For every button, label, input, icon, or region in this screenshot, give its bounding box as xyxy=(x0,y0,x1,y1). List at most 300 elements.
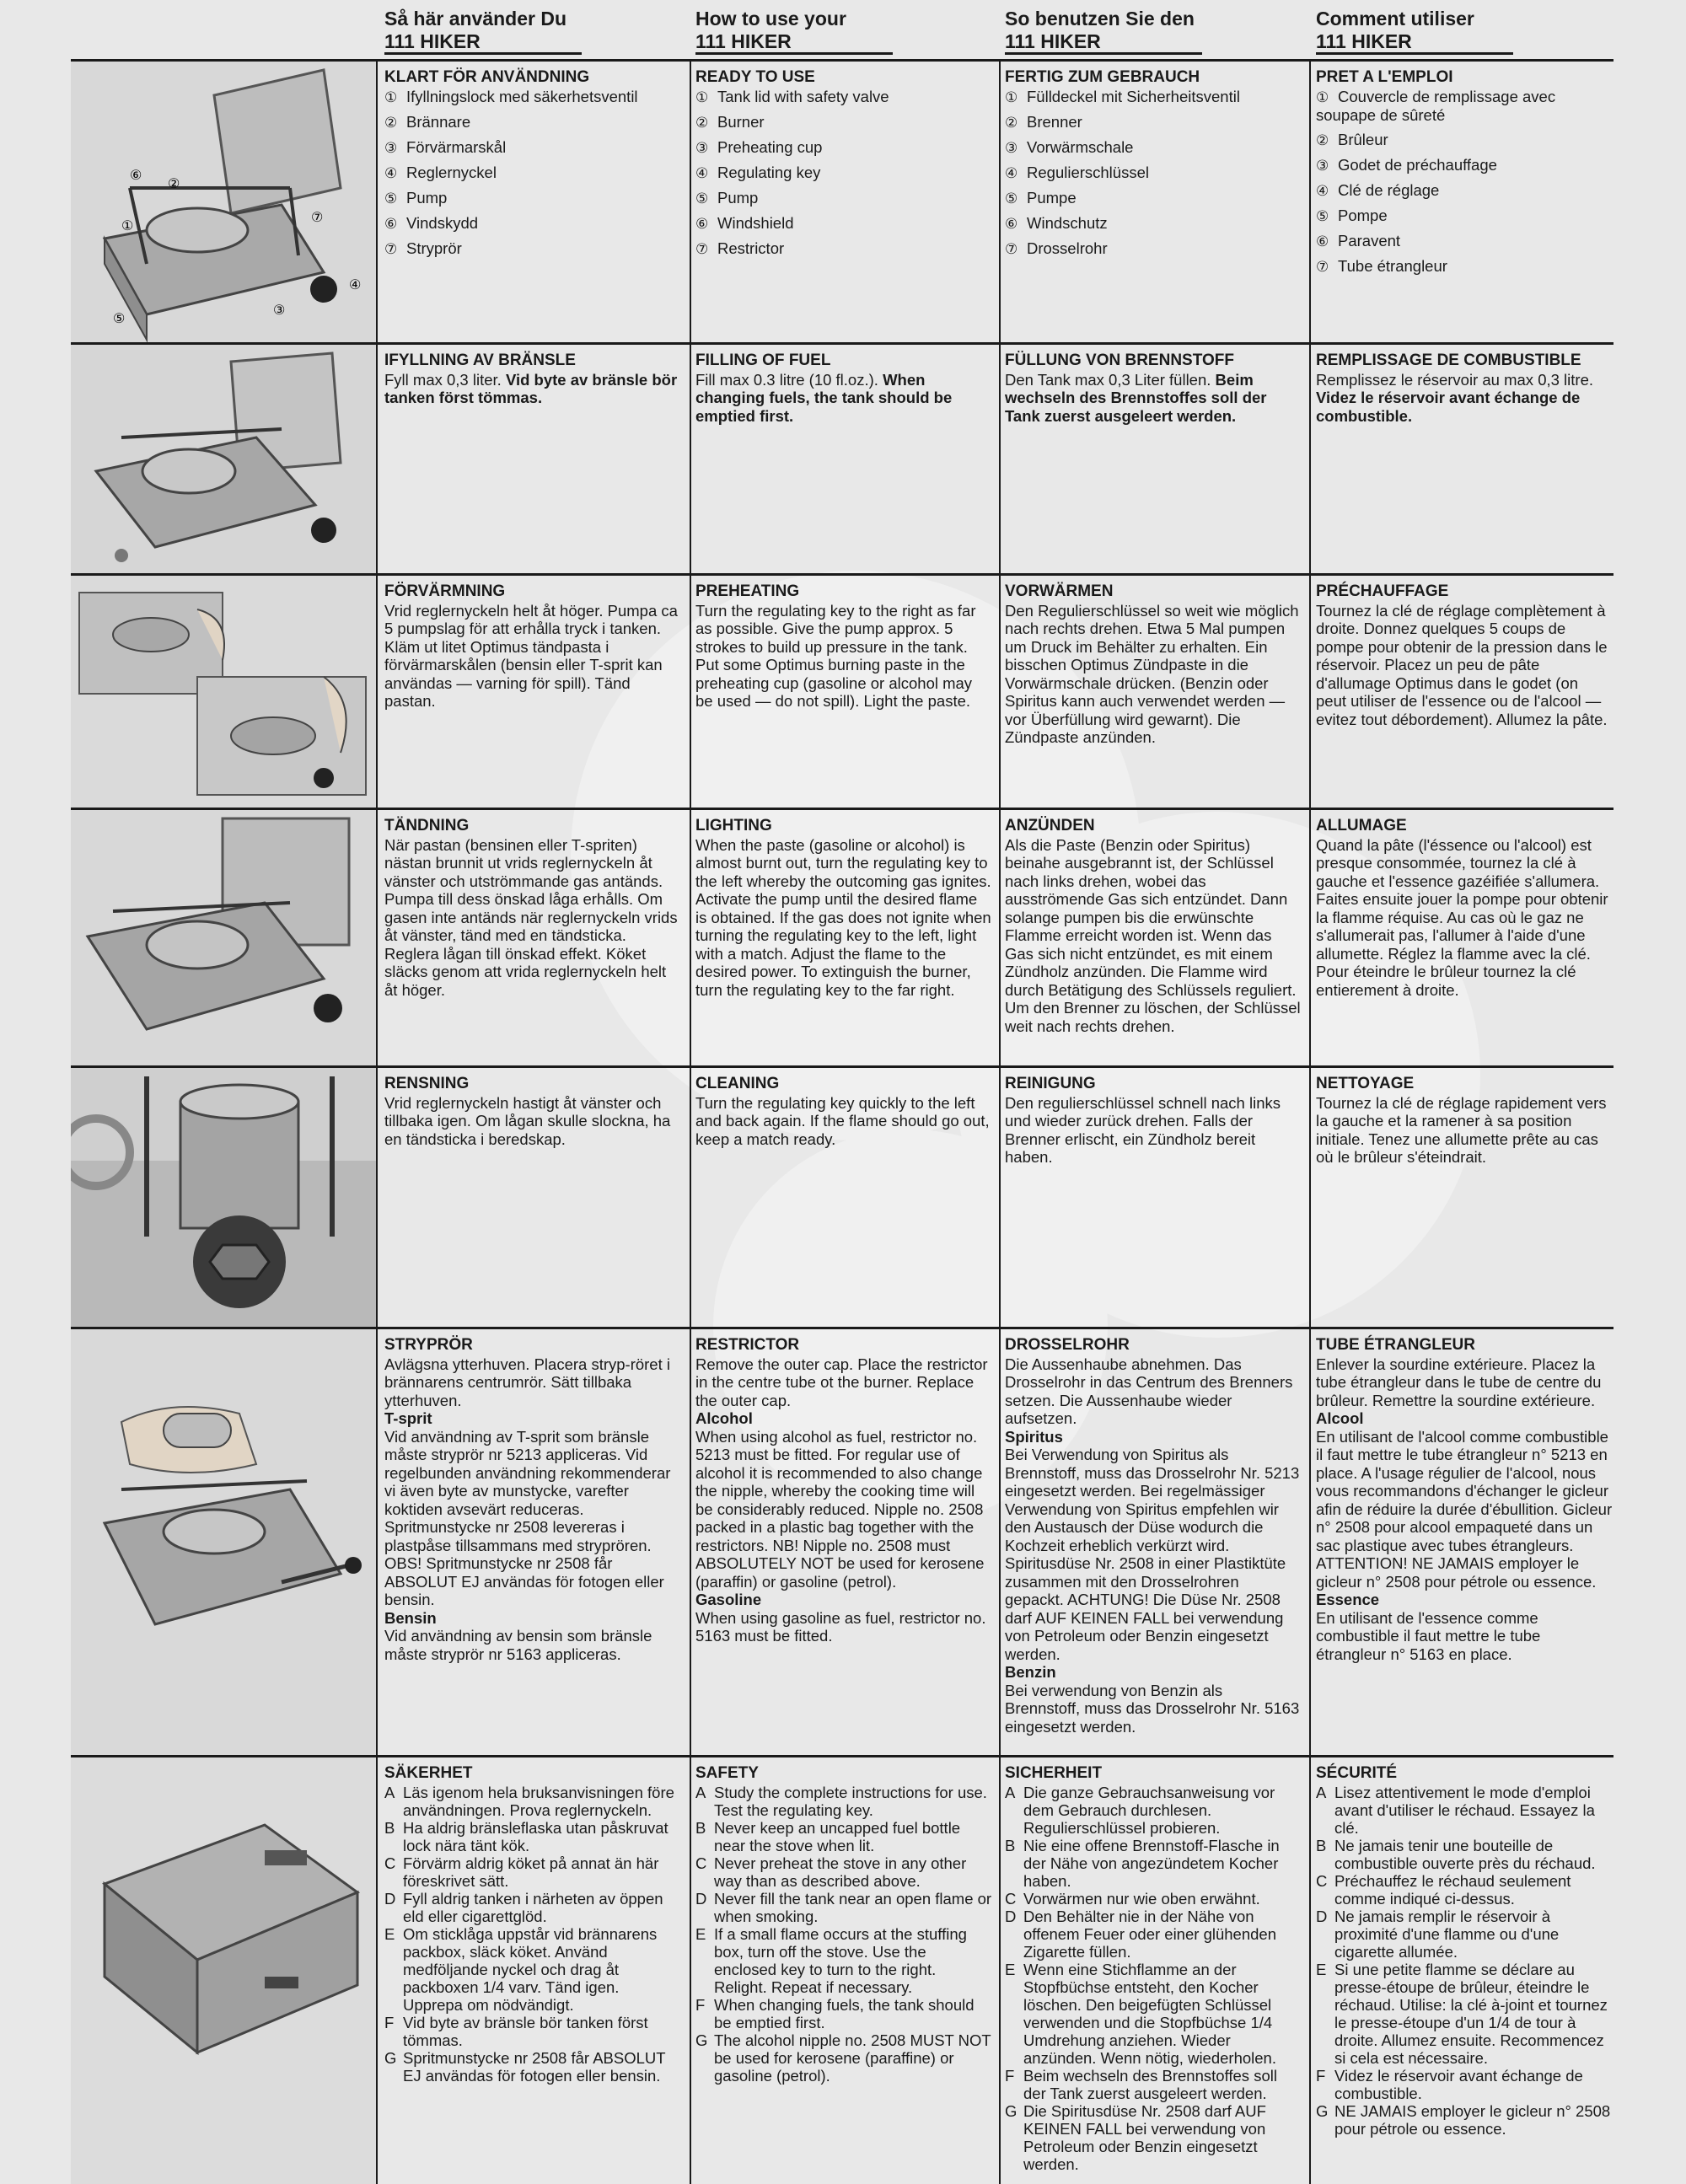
header-intro: Comment utiliser xyxy=(1316,8,1474,30)
list-item xyxy=(384,88,681,106)
list-item xyxy=(695,88,992,106)
marker-5: ⑤ xyxy=(113,312,126,326)
section-lighting xyxy=(71,808,1614,1068)
item-label: Burner xyxy=(717,112,765,131)
section-text: Quand la pâte (l'éssence ou l'alcool) est presque consommée, tournez la clé à gauche et l'essence gazéifiée s'allumera. Faites ensuite jouer la pompe pour obtenir la flamme réquise. Au cas où le gaz ne s'allumerait pas, l'allumer à l'aide d'une allumette. Réglez la flamme avec la clé. Pour éteindre le brûleur tournez la clé entierement à droite. xyxy=(1316,835,1608,999)
item-marker: ② xyxy=(1316,131,1329,148)
subheading: Benzin xyxy=(1005,1663,1056,1681)
closed-stove-illustration xyxy=(71,1757,376,2184)
item-label: Ifyllningslock med säkerhetsventil xyxy=(406,87,638,105)
list-item xyxy=(695,164,992,182)
section-title: SAFETY xyxy=(695,1764,759,1782)
item-letter: B xyxy=(1316,1836,1327,1854)
section-restrictor xyxy=(71,1327,1614,1757)
item-label: Regulating key xyxy=(717,163,821,181)
list-item xyxy=(1005,88,1302,106)
item-marker: ③ xyxy=(384,139,398,156)
list-item xyxy=(1316,1908,1613,1961)
section-intro: Avlägsna ytterhuven. Placera stryp-röret i brännarens centrumrör. Sätt tillbaka ytterhuven. xyxy=(384,1355,670,1409)
item-text: Lisez attentivement le mode d'emploi avant d'utiliser le réchaud. Essayez la clé. xyxy=(1334,1783,1595,1837)
list-item xyxy=(695,1784,992,1819)
item-marker: ① xyxy=(384,89,398,105)
section-title: VORWÄRMEN xyxy=(1005,582,1114,600)
item-label: Pompe xyxy=(1338,206,1388,224)
restrictor-english xyxy=(695,1336,992,1645)
list-item xyxy=(1316,181,1613,200)
cleaning-illustration xyxy=(71,1068,376,1329)
marker-4: ④ xyxy=(349,278,362,292)
list-item xyxy=(1005,1837,1302,1890)
section-title: READY TO USE xyxy=(695,68,815,86)
section-text xyxy=(695,371,992,426)
section-title: PRÉCHAUFFAGE xyxy=(1316,582,1449,600)
preheating-image xyxy=(71,576,376,810)
list-item xyxy=(384,214,681,233)
item-letter: C xyxy=(1005,1889,1017,1908)
item-text: The alcohol nipple no. 2508 MUST NOT be used for kerosene (paraffine) or gasoline (petrol). xyxy=(714,2031,991,2085)
item-letter: A xyxy=(695,1783,706,1801)
safety-list xyxy=(1316,1784,1613,2138)
list-item xyxy=(1316,257,1613,276)
item-marker: ⑥ xyxy=(384,215,398,232)
lighting-image xyxy=(71,810,376,1068)
section-text: Vid användning av bensin som bränsle måste stryprör nr 5163 appliceras. xyxy=(384,1627,652,1663)
parts-list xyxy=(1005,88,1302,258)
item-label: Fülldeckel mit Sicherheitsventil xyxy=(1027,87,1240,105)
list-item xyxy=(1005,2102,1302,2173)
section-title: FERTIG ZUM GEBRAUCH xyxy=(1005,68,1200,86)
item-marker: ② xyxy=(384,114,398,131)
section-text: En utilisant de l'alcool comme combustible il faut mettre le tube étrangleur n° 5213 en place. A l'usage régulier de l'alcool, nous vous recommandons d'échanger le gicleur afin de réduire la durée d'ébullition. Gicleur n° 2508 pour alcool empaqueté dans un sac plastique avec tubes étrangleurs. ATTENTION! NE JAMAIS employer le gicleur n° 2508 pour pétrole ou essence. xyxy=(1316,1427,1613,1591)
section-title: SÄKERHET xyxy=(384,1764,473,1782)
item-label: Tube étrangleur xyxy=(1338,256,1447,275)
header-row xyxy=(71,0,1614,62)
item-letter: E xyxy=(695,1924,706,1943)
item-label: Paravent xyxy=(1338,231,1401,250)
header-model: 111 HIKER xyxy=(384,30,582,55)
item-marker: ① xyxy=(1005,89,1018,105)
safety-swedish xyxy=(384,1764,681,2085)
ready-french xyxy=(1316,68,1613,282)
list-item xyxy=(1005,189,1302,207)
item-marker: ⑥ xyxy=(1316,233,1329,250)
marker-2: ② xyxy=(168,177,180,191)
section-text: Vrid reglernyckeln hastigt åt vänster och tillbaka igen. Om lågan skulle slockna, ha en tändsticka i beredskap. xyxy=(384,1093,671,1148)
section-text: Vid användning av T-sprit som bränsle måste stryprör nr 5213 appliceras. Vid regelbunden användning rekommenderar vi även byte av munstycke, varefter koktiden avsevärt reduceras. Spritmunstycke nr 2508 levereras i plastpåse tillsammans med stryprören. OBS! Spritmunstycke nr 2508 får ABSOLUT EJ användas för fotogen eller bensin. xyxy=(384,1427,671,1608)
section-ready-to-use xyxy=(71,59,1614,345)
item-label: Stryprör xyxy=(406,239,462,257)
item-text: Spritmunstycke nr 2508 får ABSOLUT EJ användas för fotogen eller bensin. xyxy=(403,2048,666,2085)
list-item xyxy=(1005,164,1302,182)
section-text: Turn the regulating key quickly to the left and back again. If the flame should go out, keep a match ready. xyxy=(695,1093,990,1148)
safety-list xyxy=(384,1784,681,2085)
preheating-french xyxy=(1316,582,1613,728)
section-title: IFYLLNING AV BRÄNSLE xyxy=(384,351,576,369)
bold-note: When changing fuels, the tank should be emptied first. xyxy=(695,370,953,425)
item-text: Never preheat the stove in any other way than as described above. xyxy=(714,1854,967,1890)
section-title: ANZÜNDEN xyxy=(1005,817,1095,834)
ready-swedish xyxy=(384,68,681,265)
list-item xyxy=(695,1819,992,1854)
item-text: Förvärm aldrig köket på annat än här föreskrivet sätt. xyxy=(403,1854,659,1890)
item-label: Couvercle de remplissage avec soupape de sûreté xyxy=(1316,87,1556,124)
item-text: If a small flame occurs at the stuffing box, turn off the stove. Use the enclosed key to turn to the right. Relight. Repeat if necessary. xyxy=(714,1924,967,1996)
body-text: Den Tank max 0,3 Liter füllen. xyxy=(1005,370,1211,389)
cleaning-swedish xyxy=(384,1075,681,1148)
header-intro: How to use your xyxy=(695,8,846,30)
list-item xyxy=(384,1890,681,1925)
subheading: Bensin xyxy=(384,1608,437,1627)
filling-english xyxy=(695,351,992,425)
list-item xyxy=(1005,239,1302,258)
item-marker: ④ xyxy=(695,164,709,181)
subheading: Gasoline xyxy=(695,1591,762,1608)
section-intro: Die Aussenhaube abnehmen. Das Drosselrohr in das Centrum des Brenners setzen. Die Aussenhaube wieder aufsetzen. xyxy=(1005,1355,1293,1427)
item-label: Förvärmarskål xyxy=(406,137,507,156)
item-marker: ⑥ xyxy=(1005,215,1018,232)
bold-note: Beim wechseln des Brennstoffes soll der Tank zuerst ausgeleert werden. xyxy=(1005,370,1267,425)
item-letter: G xyxy=(695,2031,708,2049)
restrictor-german xyxy=(1005,1336,1302,1736)
item-text: Fyll aldrig tanken i närheten av öppen eld eller cigarettglöd. xyxy=(403,1889,663,1925)
ready-german xyxy=(1005,68,1302,265)
section-text: Turn the regulating key to the right as far as possible. Give the pump approx. 5 strokes to build up pressure in the tank. Put some Optimus burning paste in the preheating cup (gasoline or alcohol may be used — do not spill). Light the paste. xyxy=(695,601,976,710)
list-item xyxy=(1005,113,1302,131)
list-item xyxy=(384,164,681,182)
item-text: When changing fuels, the tank should be emptied first. xyxy=(714,1995,975,2031)
header-model: 111 HIKER xyxy=(1316,30,1513,55)
item-marker: ③ xyxy=(1005,139,1018,156)
section-title: TÄNDNING xyxy=(384,817,470,834)
list-item xyxy=(695,214,992,233)
item-label: Vorwärmschale xyxy=(1027,137,1134,156)
section-text: Bei verwendung von Benzin als Brennstoff, muss das Drosselrohr Nr. 5163 eingesetzt werden. xyxy=(1005,1681,1300,1736)
filling-german xyxy=(1005,351,1302,425)
section-title: REMPLISSAGE DE COMBUSTIBLE xyxy=(1316,351,1581,369)
section-title: REINIGUNG xyxy=(1005,1075,1096,1092)
item-letter: G xyxy=(1005,2101,1018,2120)
preheating-illustration xyxy=(71,576,376,810)
section-text: När pastan (bensinen eller T-spriten) nästan brunnit ut vrids reglernyckeln åt vänster och utströmmande gas antänds. Pumpa till dess önskad låga erhålls. Om gasen inte antänds när reglernyckeln vrids åt vänster, tänd med en tändsticka. Reglera lågan till önskad effekt. Köket släcks genom att vrida reglernyckeln helt åt höger. xyxy=(384,835,678,999)
body-text: Fyll max 0,3 liter. xyxy=(384,370,502,389)
item-marker: ⑦ xyxy=(384,240,398,257)
cleaning-german xyxy=(1005,1075,1302,1167)
list-item xyxy=(384,189,681,207)
lighting-german xyxy=(1005,817,1302,1035)
filling-swedish xyxy=(384,351,681,407)
ready-english xyxy=(695,68,992,265)
lighting-english xyxy=(695,817,992,999)
subheading: Alcohol xyxy=(695,1409,753,1427)
restrictor-illustration xyxy=(71,1329,376,1757)
instruction-sheet xyxy=(71,0,1614,2181)
item-label: Windshield xyxy=(717,213,794,232)
item-label: Brenner xyxy=(1027,112,1082,131)
section-intro: Enlever la sourdine extérieure. Placez la tube étrangleur dans le tube de centre du brûleur. Remettre la sourdine extérieure. xyxy=(1316,1355,1602,1409)
list-item xyxy=(1316,207,1613,225)
item-letter: C xyxy=(1316,1871,1328,1890)
section-title: STRYPRÖR xyxy=(384,1336,473,1354)
section-text: When the paste (gasoline or alcohol) is almost burnt out, turn the regulating key to the left whereby the outcoming gas ignites. Activate the pump until the desired flame is obtained. If the gas does not ignite when turning the regulating key to the left, light with a match. Adjust the flame to the desired power. To extinguish the burner, turn the regulating key to the far right. xyxy=(695,835,991,999)
item-letter: E xyxy=(1316,1960,1327,1978)
subheading: Spiritus xyxy=(1005,1427,1063,1446)
item-letter: A xyxy=(1316,1783,1327,1801)
section-text xyxy=(1316,371,1613,426)
list-item xyxy=(1005,1784,1302,1837)
list-item xyxy=(1316,2067,1613,2102)
item-letter: D xyxy=(384,1889,396,1908)
preheating-german xyxy=(1005,582,1302,747)
item-letter: F xyxy=(695,1995,706,2014)
item-marker: ⑤ xyxy=(1005,190,1018,207)
item-letter: D xyxy=(1005,1907,1017,1925)
restrictor-swedish xyxy=(384,1336,681,1663)
item-text: NE JAMAIS employer le gicleur n° 2508 pour pétrole ou essence. xyxy=(1334,2101,1611,2138)
parts-list xyxy=(695,88,992,258)
item-text: Vorwärmen nur wie oben erwähnt. xyxy=(1023,1889,1260,1908)
section-title: LIGHTING xyxy=(695,817,772,834)
item-marker: ⑦ xyxy=(695,240,709,257)
item-label: Pump xyxy=(406,188,448,207)
list-item xyxy=(1316,1872,1613,1908)
lighting-french xyxy=(1316,817,1613,999)
item-text: Vid byte av bränsle bör tanken först tömmas. xyxy=(403,2013,648,2049)
section-title: PREHEATING xyxy=(695,582,800,600)
list-item xyxy=(384,138,681,157)
list-item xyxy=(384,2014,681,2049)
list-item xyxy=(384,1925,681,2014)
section-text: Tournez la clé de réglage rapidement vers la gauche et la ramener à sa position initiale. Tenez une allumette prête au cas où le brûleur s'éteindrait. xyxy=(1316,1093,1607,1166)
section-title: NETTOYAGE xyxy=(1316,1075,1415,1092)
list-item xyxy=(1005,1890,1302,1908)
list-item xyxy=(1005,138,1302,157)
section-text: Als die Paste (Benzin oder Spiritus) beinahe ausgebrannt ist, der Schlüssel nach links drehen, wobei das ausströmende Gas sich entzündet. Dann solange pumpen bis die erwünschte Flamme erreicht worden ist. Wenn das Gas sich nicht entzündet, es mit einem Zündholz anzünden. Die Flamme wird durch Betätigung des Schlüssels reguliert. Um den Brenner zu löschen, der Schlüssel weit nach rechts drehen. xyxy=(1005,835,1301,1035)
body-text: Fill max 0.3 litre (10 fl.oz.). xyxy=(695,370,878,389)
item-marker: ③ xyxy=(1316,157,1329,174)
section-title: TUBE ÉTRANGLEUR xyxy=(1316,1336,1475,1354)
item-text: Om sticklåga uppstår vid brännarens packbox, släck köket. Använd medföljande nyckel och drag åt packboxen 1/4 varv. Tänd igen. Upprepa om nödvändigt. xyxy=(403,1924,658,2014)
lighting-swedish xyxy=(384,817,681,999)
section-title: SICHERHEIT xyxy=(1005,1764,1103,1782)
item-marker: ⑥ xyxy=(695,215,709,232)
item-marker: ② xyxy=(1005,114,1018,131)
item-marker: ① xyxy=(1316,89,1329,105)
list-item xyxy=(695,1925,992,1996)
item-label: Brûleur xyxy=(1338,130,1388,148)
list-item xyxy=(384,113,681,131)
section-text: Den regulierschlüssel schnell nach links und wieder zurück drehen. Falls der Brenner erlischt, ein Zündholz bereit haben. xyxy=(1005,1093,1281,1166)
item-text: Die Spiritusdüse Nr. 2508 darf AUF KEINEN FALL bei verwendung von Petroleum oder Benzin eingesetzt werden. xyxy=(1023,2101,1266,2173)
item-letter: G xyxy=(384,2048,397,2067)
section-title: DROSSELROHR xyxy=(1005,1336,1130,1354)
list-item xyxy=(384,239,681,258)
item-marker: ④ xyxy=(384,164,398,181)
section-text: Vrid reglernyckeln helt åt höger. Pumpa ca 5 pumpslag för att erhålla tryck i tanken. Kläm ut litet Optimus tändpasta i förvärmarskålen (bensin eller T-sprit kan användas — varning för spill). Tänd pastan. xyxy=(384,601,678,710)
list-item xyxy=(1316,1784,1613,1837)
item-text: Si une petite flamme se déclare au presse-étoupe de brûleur, éteindre le réchaud. Utilise: la clé à-joint et tournez le presse-étoupe d'un 1/4 de tour à droite. Allumez ensuite. Recommencez si cela est nécessaire. xyxy=(1334,1960,1608,2067)
item-marker: ④ xyxy=(1316,182,1329,199)
section-title: CLEANING xyxy=(695,1075,780,1092)
section-title: KLART FÖR ANVÄNDNING xyxy=(384,68,590,86)
section-title: FÖRVÄRMNING xyxy=(384,582,506,600)
item-label: Tank lid with safety valve xyxy=(717,87,889,105)
section-title: RENSNING xyxy=(384,1075,470,1092)
preheating-english xyxy=(695,582,992,711)
safety-english xyxy=(695,1764,992,2085)
stove-parts-image xyxy=(71,62,376,345)
item-marker: ② xyxy=(695,114,709,131)
item-label: Vindskydd xyxy=(406,213,479,232)
body-text: Remplissez le réservoir au max 0,3 litre. xyxy=(1316,370,1593,389)
section-title: FILLING OF FUEL xyxy=(695,351,831,369)
list-item xyxy=(384,1819,681,1854)
item-letter: B xyxy=(695,1818,706,1837)
item-text: Ha aldrig bränsleflaska utan påskruvat lock nära tänt kök. xyxy=(403,1818,668,1854)
item-letter: D xyxy=(695,1889,707,1908)
list-item xyxy=(1005,2067,1302,2102)
item-letter: F xyxy=(384,2013,395,2031)
item-text: Videz le réservoir avant échange de combustible. xyxy=(1334,2066,1583,2102)
header-german xyxy=(1005,7,1308,55)
section-filling xyxy=(71,342,1614,576)
subheading: Essence xyxy=(1316,1591,1380,1608)
section-text: When using alcohol as fuel, restrictor no. 5213 must be fitted. For regular use of alcohol it is recommended to also change the nipple, whereby the cooking time will be considerably reduced. Nipple no. 2508 packed in a plastic bag together with the restrictors. NB! Nipple no. 2508 must ABSOLUTELY NOT be used for kerosene (paraffin) or gasoline (petrol). xyxy=(695,1427,985,1591)
restrictor-french xyxy=(1316,1336,1613,1663)
section-title: ALLUMAGE xyxy=(1316,817,1407,834)
item-marker: ④ xyxy=(1005,164,1018,181)
item-letter: F xyxy=(1005,2066,1015,2085)
item-text: Study the complete instructions for use. Test the regulating key. xyxy=(714,1783,987,1819)
item-text: Never keep an uncapped fuel bottle near the stove when lit. xyxy=(714,1818,961,1854)
item-label: Drosselrohr xyxy=(1027,239,1108,257)
parts-list xyxy=(384,88,681,258)
subheading: Alcool xyxy=(1316,1409,1364,1427)
list-item xyxy=(1005,1908,1302,1961)
cleaning-image xyxy=(71,1068,376,1329)
section-title: SÉCURITÉ xyxy=(1316,1764,1398,1782)
safety-french xyxy=(1316,1764,1613,2138)
list-item xyxy=(1316,156,1613,174)
item-letter: A xyxy=(384,1783,395,1801)
section-safety xyxy=(71,1755,1614,2184)
safety-list xyxy=(1005,1784,1302,2173)
list-item xyxy=(695,1890,992,1925)
section-title: FÜLLUNG VON BRENNSTOFF xyxy=(1005,351,1234,369)
header-english xyxy=(695,7,999,55)
bold-note: Vid byte av bränsle bör tanken först tömmas. xyxy=(384,370,678,406)
item-marker: ⑦ xyxy=(1005,240,1018,257)
section-text xyxy=(1005,371,1302,426)
list-item xyxy=(695,1996,992,2031)
list-item xyxy=(695,1854,992,1890)
item-text: Wenn eine Stichflamme an der Stopfbüchse entsteht, den Kocher löschen. Den beigefügten Schlüssel verwenden und die Stopfbüchse 1/4 Umdrehung anziehen. Wieder anzünden. Wenn nötig, wiederholen. xyxy=(1023,1960,1276,2067)
item-text: Never fill the tank near an open flame or when smoking. xyxy=(714,1889,992,1925)
list-item xyxy=(384,2049,681,2085)
list-item xyxy=(695,2031,992,2085)
list-item xyxy=(1005,1961,1302,2067)
stove-parts-illustration xyxy=(71,62,376,345)
item-text: Läs igenom hela bruksanvisningen före användningen. Prova reglernyckeln. xyxy=(403,1783,674,1819)
section-text xyxy=(384,371,681,407)
item-marker: ⑤ xyxy=(1316,207,1329,224)
bold-note: Videz le réservoir avant échange de combustible. xyxy=(1316,389,1581,425)
safety-image xyxy=(71,1757,376,2184)
item-label: Clé de réglage xyxy=(1338,180,1440,199)
list-item xyxy=(695,113,992,131)
list-item xyxy=(1316,2102,1613,2138)
item-text: Den Behälter nie in der Nähe von offenem Feuer oder einer glühenden Zigarette füllen. xyxy=(1023,1907,1276,1961)
header-intro: So benutzen Sie den xyxy=(1005,8,1195,30)
marker-3: ③ xyxy=(273,303,286,318)
list-item xyxy=(384,1784,681,1819)
section-preheating xyxy=(71,573,1614,810)
item-label: Regulierschlüssel xyxy=(1027,163,1149,181)
list-item xyxy=(695,189,992,207)
list-item xyxy=(1316,1961,1613,2067)
item-letter: G xyxy=(1316,2101,1329,2120)
section-title: RESTRICTOR xyxy=(695,1336,800,1354)
filling-french xyxy=(1316,351,1613,425)
item-label: Godet de préchauffage xyxy=(1338,155,1497,174)
item-letter: E xyxy=(384,1924,395,1943)
header-intro: Så här använder Du xyxy=(384,8,567,30)
list-item xyxy=(1316,232,1613,250)
item-letter: D xyxy=(1316,1907,1328,1925)
item-letter: A xyxy=(1005,1783,1016,1801)
item-text: Ne jamais tenir une bouteille de combustible ouverte près du réchaud. xyxy=(1334,1836,1596,1872)
item-text: Beim wechseln des Brennstoffes soll der Tank zuerst ausgeleert werden. xyxy=(1023,2066,1277,2102)
section-cleaning xyxy=(71,1065,1614,1329)
item-text: Ne jamais remplir le réservoir à proximité d'une flamme ou d'une cigarette allumée. xyxy=(1334,1907,1560,1961)
list-item xyxy=(695,239,992,258)
item-letter: B xyxy=(384,1818,395,1837)
header-french xyxy=(1316,7,1619,55)
header-swedish xyxy=(384,7,688,55)
item-marker: ① xyxy=(695,89,709,105)
header-model: 111 HIKER xyxy=(1005,30,1202,55)
stove-filling-illustration xyxy=(71,345,376,576)
item-label: Pump xyxy=(717,188,759,207)
section-text: Bei Verwendung von Spiritus als Brennstoff, muss das Drosselrohr Nr. 5213 eingesetzt werden. Bei regelmässiger Verwendung von Spiritus empfehlen wir den Austausch der Düse wodurch die Kochzeit erheblich verkürzt wird. Spiritusdüse Nr. 2508 in einer Plastiktüte zusammen mit den Drosselrohren gepackt. ACHTUNG! Die Düse Nr. 2508 darf AUF KEINEN FALL bei verwendung von Petroleum oder Benzin eingesetzt werden. xyxy=(1005,1446,1300,1663)
item-letter: E xyxy=(1005,1960,1016,1978)
item-label: Windschutz xyxy=(1027,213,1108,232)
safety-list xyxy=(695,1784,992,2085)
section-text: En utilisant de l'essence comme combustible il faut mettre le tube étrangleur n° 5163 en place. xyxy=(1316,1608,1541,1663)
filling-image xyxy=(71,345,376,576)
item-letter: F xyxy=(1316,2066,1326,2085)
header-model: 111 HIKER xyxy=(695,30,893,55)
item-text: Préchauffez le réchaud seulement comme indiqué ci-dessus. xyxy=(1334,1871,1571,1908)
item-text: Die ganze Gebrauchsanweisung vor dem Gebrauch durchlesen. Regulierschlüssel probieren. xyxy=(1023,1783,1275,1837)
item-marker: ③ xyxy=(695,139,709,156)
section-text: Den Regulierschlüssel so weit wie möglich nach rechts drehen. Etwa 5 Mal pumpen um Druck im Behälter zu erhalten. Ein bisschen Optimus Zündpaste in die Vorwärmschale drücken. (Benzin oder Spiritus kann auch verwendet werden — vor Überfüllung wird gewarnt). Die Zündpaste anzünden. xyxy=(1005,601,1299,746)
item-text: Nie eine offene Brennstoff-Flasche in der Nähe von angezündetem Kocher haben. xyxy=(1023,1836,1280,1890)
section-text: When using gasoline as fuel, restrictor no. 5163 must be fitted. xyxy=(695,1608,986,1645)
item-label: Pumpe xyxy=(1027,188,1077,207)
list-item xyxy=(1316,131,1613,149)
parts-list xyxy=(1316,88,1613,276)
item-letter: B xyxy=(1005,1836,1016,1854)
cleaning-english xyxy=(695,1075,992,1148)
section-title: PRET A L'EMPLOI xyxy=(1316,68,1453,86)
safety-german xyxy=(1005,1764,1302,2173)
item-letter: C xyxy=(695,1854,707,1872)
marker-6: ⑥ xyxy=(130,169,142,183)
marker-1: ① xyxy=(121,219,134,233)
item-marker: ⑤ xyxy=(695,190,709,207)
list-item xyxy=(384,1854,681,1890)
list-item xyxy=(1005,214,1302,233)
